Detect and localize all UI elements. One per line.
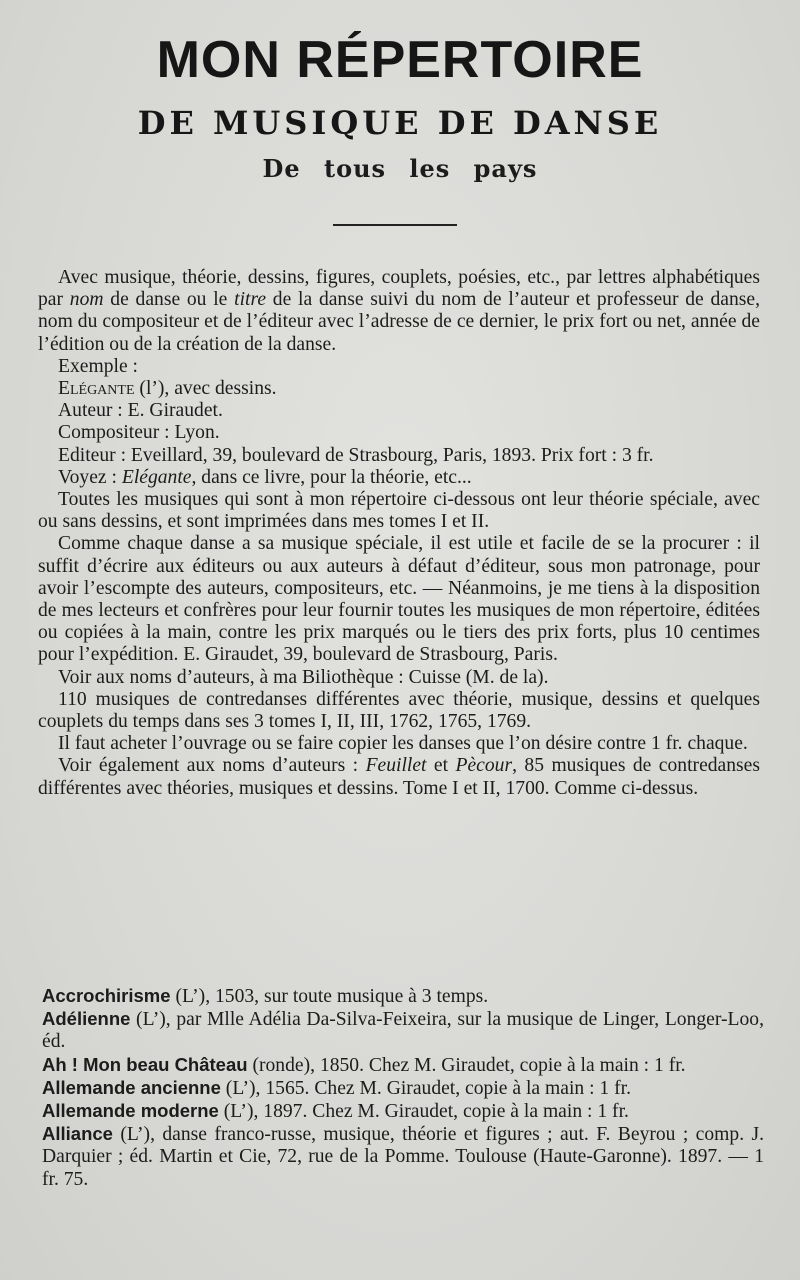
voir-text: , 85 musiques de contredanses différentes avec théories, musiques et dessins. Tome I et II, 1700. Comme ci-dessus. [38, 755, 761, 799]
voyez-italic: Elégante [121, 466, 192, 488]
voyez-text: Voyez : [58, 466, 122, 488]
voyez-line [38, 467, 760, 489]
entry-description: (L’), 1503, sur toute musique à 3 temps. [170, 986, 489, 1007]
list-item [42, 1077, 764, 1100]
dance-entries-list [42, 985, 764, 1191]
entry-description: (L’), danse franco-russe, musique, théorie et figures ; aut. F. Beyrou ; comp. J. Darquier ; éd. Martin et Cie, 72, rue de la Pomme. Toulouse (Haute-Garonne). 1897. — 1 fr. 75. [42, 1124, 764, 1190]
entry-title: Accrochirisme [42, 985, 171, 1006]
intro-text-span: de danse ou le [103, 289, 235, 311]
paragraph-toutes: Toutes les musiques qui sont à mon répertoire ci-dessous ont leur théorie spéciale, avec ou sans dessins, et sont imprimées dans mes tomes I et II. [38, 489, 760, 533]
example-author: Auteur : E. Giraudet. [58, 400, 223, 422]
list-item [42, 1008, 764, 1053]
example-label: Exemple : [58, 355, 138, 377]
list-item [42, 985, 764, 1008]
title-divider [333, 224, 457, 226]
page-subtitle: DE MUSIQUE DE DANSE [137, 104, 663, 142]
page-subtitle-secondary: De tous les pays [262, 154, 538, 183]
entry-title: Adélienne [42, 1008, 131, 1030]
intro-text [38, 267, 760, 800]
example-dance-name: Elégante [58, 378, 135, 400]
entry-description: (L’), 1897. Chez M. Giraudet, copie à la main : 1 fr. [218, 1101, 629, 1123]
voir-text: Voir également aux noms d’auteurs : [58, 755, 366, 777]
list-item [42, 1123, 764, 1191]
example-dance-detail: (l’), avec dessins. [134, 378, 277, 400]
author-pecour: Pècour [455, 755, 513, 777]
entry-title: Allemande moderne [42, 1100, 219, 1122]
entry-title: Allemande ancienne [42, 1076, 221, 1098]
intro-italic-nom: nom [69, 289, 104, 311]
entry-title: Alliance [42, 1123, 113, 1145]
voir-text: et [426, 755, 456, 777]
example-composer: Compositeur : Lyon. [58, 422, 220, 444]
voyez-text: , dans ce livre, pour la théorie, etc... [191, 466, 472, 488]
list-item [42, 1054, 764, 1077]
paragraph-110: 110 musiques de contredanses différentes avec théorie, musique, dessins et quelques couplets du temps dans ses 3 tomes I, II, III, 1762, 1765, 1769. [38, 688, 760, 733]
paragraph-comme: Comme chaque danse a sa musique spéciale, il est utile et facile de se la procurer : il suffit d’écrire aux éditeurs ou aux auteurs à défaut d’éditeur, sous mon patronage, pour avoir l’escompte des auteurs, compositeurs, etc. — Néanmoins, je me tiens à la disposition de mes lecteurs et confrères pour leur fournir toutes les musiques de mon répertoire, éditées ou copiées à la main, contre les prix marqués ou le tiers des prix forts, plus 10 centimes pour l’expédition. E. Giraudet, 39, boulevard de Strasbourg, Paris. [38, 533, 760, 666]
page-title: MON RÉPERTOIRE [156, 31, 644, 89]
entry-description: (L’), 1565. Chez M. Giraudet, copie à la main : 1 fr. [220, 1077, 631, 1099]
intro-italic-titre: titre [234, 289, 267, 311]
intro-paragraph [38, 267, 760, 356]
paragraph-faut: Il faut acheter l’ouvrage ou se faire copier les danses que l’on désire contre 1 fr. chaque. [58, 733, 748, 755]
intro-text-span: de la danse suivi du nom de l’auteur et professeur de danse, nom du compositeur et de l’éditeur avec l’adresse de ce dernier, le prix fort ou net, année de l’édition ou de la création de la danse. [38, 289, 761, 355]
intro-text-span: Avec musique, théorie, dessins, figures, couplets, poésies, etc., par lettres alphabétiques par [38, 267, 760, 311]
paragraph-voir-egalement [38, 755, 760, 799]
entry-description: (ronde), 1850. Chez M. Giraudet, copie à la main : 1 fr. [247, 1054, 686, 1076]
paragraph-voir: Voir aux noms d’auteurs, à ma Biliothèque : Cuisse (M. de la). [58, 666, 549, 688]
list-item [42, 1100, 764, 1123]
entry-description: (L’), par Mlle Adélia Da-Silva-Feixeira, sur la musique de Linger, Longer-Loo, éd. [42, 1009, 764, 1053]
author-feuillet: Feuillet [365, 755, 427, 777]
example-name [38, 378, 760, 400]
example-editor: Editeur : Eveillard, 39, boulevard de Strasbourg, Paris, 1893. Prix fort : 3 fr. [58, 444, 654, 466]
entry-title: Ah ! Mon beau Château [42, 1053, 248, 1075]
